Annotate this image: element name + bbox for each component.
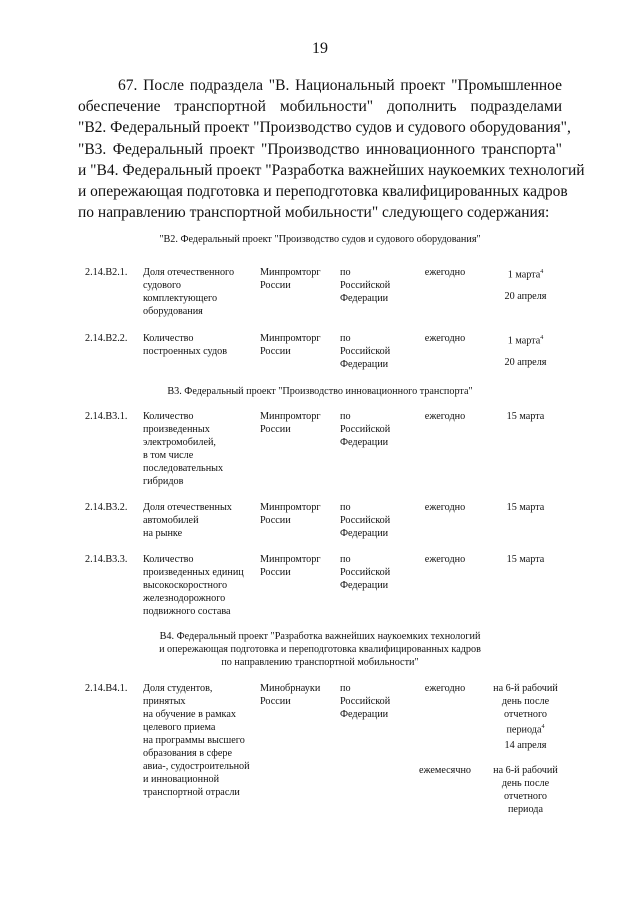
paragraph-line: и "В4. Федеральный проект "Разработка важнейших наукоемких технологий xyxy=(78,162,585,179)
date-text: на 6-й рабочий день после отчетного периода xyxy=(493,683,558,736)
row-frequency: ежегодно xyxy=(424,411,466,422)
paragraph-line: обеспечение транспортной мобильности" дополнить подразделами xyxy=(78,98,562,115)
row-ministry: Минпромторг России xyxy=(260,267,321,291)
row-scope: по Российской Федерации xyxy=(340,333,391,370)
row-date: 15 марта xyxy=(506,502,545,513)
row-date-2: 20 апреля xyxy=(504,357,547,368)
row-ministry: Минпромторг России xyxy=(260,502,321,526)
row-ministry: Минпромторг России xyxy=(260,554,321,578)
row-code: 2.14.В3.2. xyxy=(85,502,128,513)
row-ministry: Минпромторг России xyxy=(260,333,321,357)
row-scope: по Российской Федерации xyxy=(340,554,391,591)
row-name: Количество произведенных единиц высокоскоростного железнодорожного подвижного состава xyxy=(143,554,244,617)
row-date xyxy=(478,266,573,281)
row-name: Количество произведенных электромобилей, в том числе последовательных гибридов xyxy=(143,411,224,487)
footnote-ref: 4 xyxy=(540,335,544,341)
row-code: 2.14.В4.1. xyxy=(85,683,128,694)
row-ministry: Минпромторг России xyxy=(260,411,321,435)
row-frequency: ежегодно xyxy=(424,267,466,278)
section-heading-b4: В4. Федеральный проект "Разработка важнейших наукоемких технологий и опережающая подготовка и переподготовка квалифицированных кадров по направлению транспортной мобильности" xyxy=(159,631,481,668)
row-frequency: ежегодно xyxy=(424,333,466,344)
row-code: 2.14.В2.1. xyxy=(85,267,128,278)
row-frequency: ежегодно xyxy=(424,554,466,565)
row-name: Доля студентов, принятых на обучение в рамках целевого приема на программы высшего образования в сфере авиа-, судостроительной и инновационной транспортной отрасли xyxy=(143,683,250,798)
row-code: 2.14.В2.2. xyxy=(85,333,128,344)
date-text: 1 марта xyxy=(507,269,541,281)
row-name: Доля отечественных автомобилей на рынке xyxy=(143,502,232,539)
row-name: Доля отечественного судового комплектующего оборудования xyxy=(143,267,235,317)
row-frequency: ежегодно xyxy=(424,502,466,513)
row-date: 15 марта xyxy=(506,411,545,422)
row-name: Количество построенных судов xyxy=(143,333,228,357)
paragraph-line: 67. После подраздела "В. Национальный проект "Промышленное xyxy=(118,77,562,94)
row-date xyxy=(478,332,573,347)
row-code: 2.14.В3.3. xyxy=(85,554,128,565)
row-frequency-2: ежемесячно xyxy=(418,765,472,776)
row-scope: по Российской Федерации xyxy=(340,411,391,448)
footnote-ref: 4 xyxy=(540,269,544,275)
row-date-2: 20 апреля xyxy=(504,291,547,302)
date-text: 1 марта xyxy=(507,335,541,347)
row-date: 15 марта xyxy=(506,554,545,565)
paragraph-line: и опережающая подготовка и переподготовка квалифицированных кадров xyxy=(78,183,568,200)
paragraph-line: по направлению транспортной мобильности" следующего содержания: xyxy=(78,204,550,221)
row-scope: по Российской Федерации xyxy=(340,683,391,720)
row-date-2: 14 апреля xyxy=(504,740,547,751)
row-code: 2.14.В3.1. xyxy=(85,411,128,422)
row-date-3: на 6-й рабочий день после отчетного периода xyxy=(493,765,558,815)
row-ministry: Минобрнауки России xyxy=(260,683,321,707)
row-date xyxy=(478,682,573,736)
row-scope: по Российской Федерации xyxy=(340,267,391,304)
row-frequency: ежегодно xyxy=(424,683,466,694)
page-number: 19 xyxy=(312,40,328,57)
row-scope: по Российской Федерации xyxy=(340,502,391,539)
section-heading-b2: "В2. Федеральный проект "Производство судов и судового оборудования" xyxy=(159,234,481,245)
paragraph-line: "В2. Федеральный проект "Производство судов и судового оборудования", xyxy=(78,119,571,136)
paragraph-line: "В3. Федеральный проект "Производство инновационного транспорта" xyxy=(78,141,562,158)
footnote-ref: 4 xyxy=(541,724,545,730)
section-heading-b3: В3. Федеральный проект "Производство инновационного транспорта" xyxy=(167,386,473,397)
